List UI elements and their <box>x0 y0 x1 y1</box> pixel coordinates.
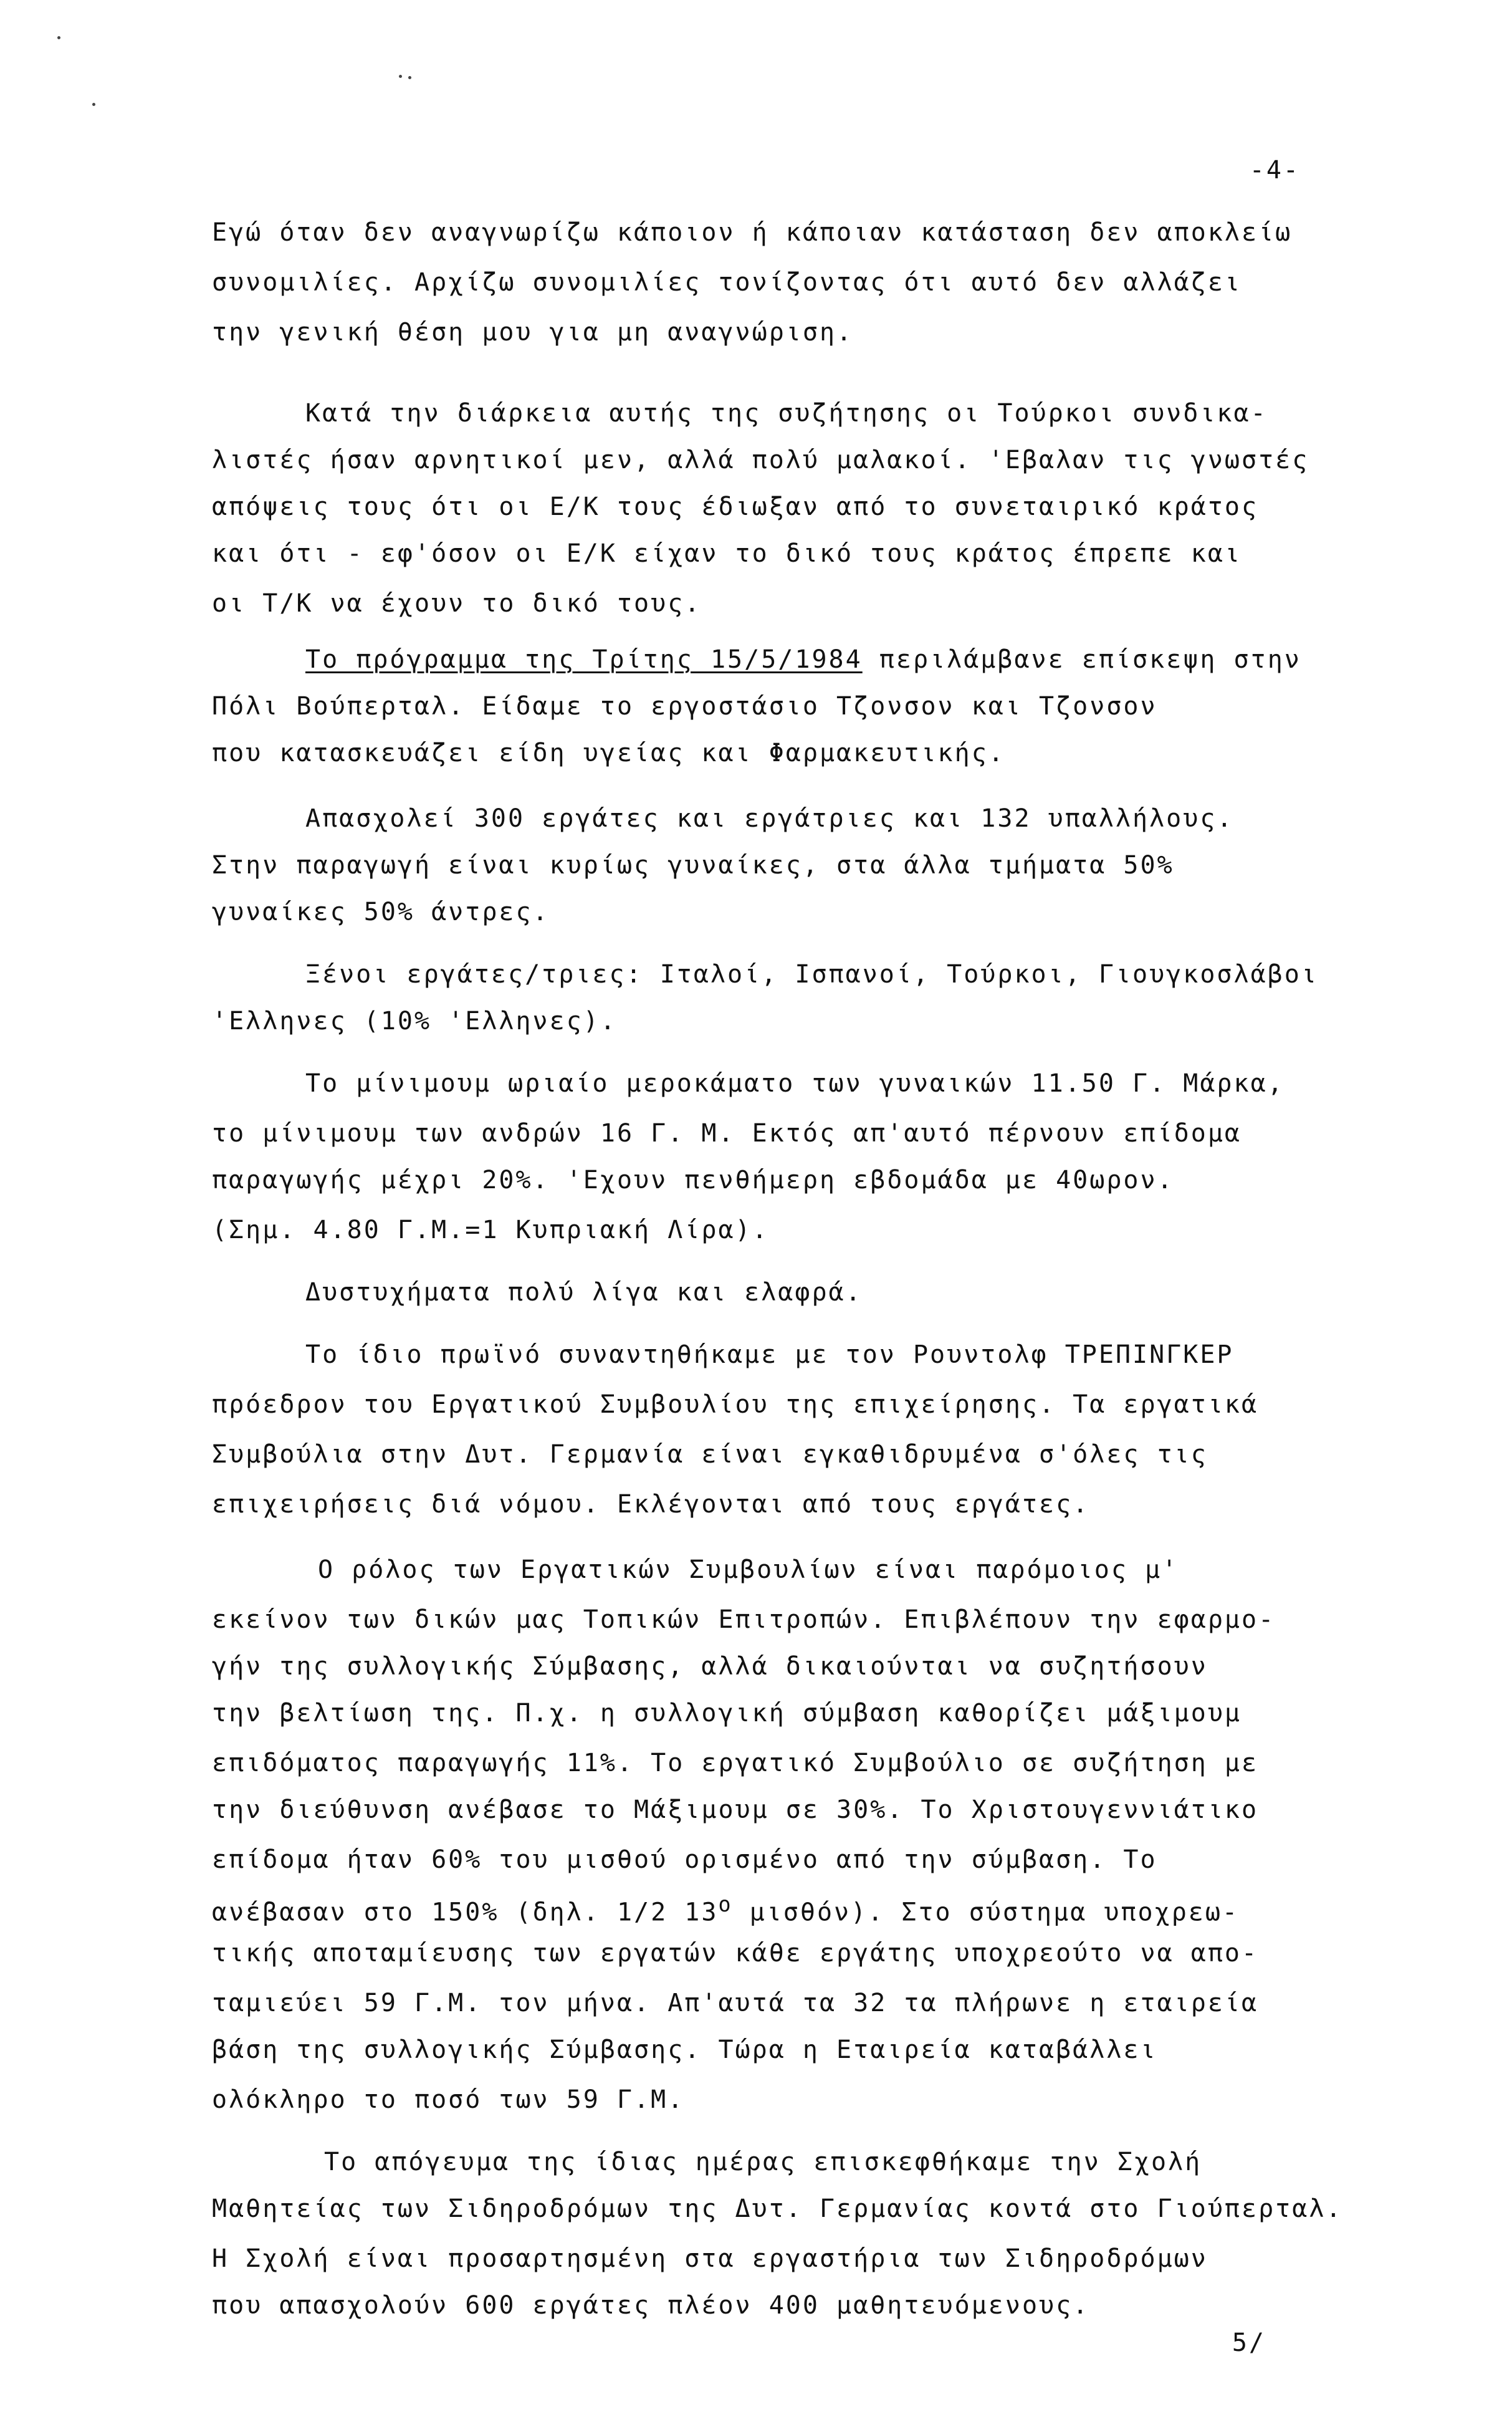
text-line-part: /2 13 <box>634 1898 719 1927</box>
text-line: το μίνιμουμ των ανδρών 16 Γ. Μ. Εκτός απ'αυτό πέρνουν επίδομα <box>212 1119 1242 1148</box>
text-line: Ο ρόλος των Εργατικών Συμβουλίων είναι παρόμοιος μ' <box>318 1555 1179 1584</box>
text-line <box>305 645 1301 674</box>
program-date-heading: Το πρόγραμμα της Τρίτης 15/5/1984 <box>305 645 863 674</box>
text-line: επιχειρήσεις διά νόμου. Εκλέγονται από τους εργάτες. <box>212 1490 1090 1519</box>
text-line: Δυστυχήματα πολύ λίγα και ελαφρά. <box>305 1278 863 1307</box>
scan-speck <box>92 103 95 106</box>
text-line: που απασχολούν 600 εργάτες πλέον 400 μαθητευόμενους. <box>212 2291 1090 2320</box>
text-line: πρόεδρον του Εργατικού Συμβουλίου της επιχείρησης. Τα εργατικά <box>212 1390 1259 1419</box>
text-line: Στην παραγωγή είναι κυρίως γυναίκες, στα άλλα τμήματα 50% <box>212 851 1174 880</box>
text-line: Το ίδιο πρωϊνό συναντηθήκαμε με τον Ρουντολφ ΤΡΕΠΙΝΓΚΕΡ <box>305 1340 1234 1369</box>
text-line: και ότι - εφ'όσον οι Ε/Κ είχαν το δικό τους κράτος έπρεπε και <box>212 539 1242 568</box>
text-line: Απασχολεί 300 εργάτες και εργάτριες και 132 υπαλλήλους. <box>305 804 1234 833</box>
text-line: επιδόματος παραγωγής 11%. Το εργατικό Συμβούλιο σε συζήτηση με <box>212 1749 1259 1777</box>
scan-speck <box>57 36 60 39</box>
text-line: Πόλι Βούπερταλ. Είδαμε το εργοστάσιο Τζονσον και Τζονσον <box>212 692 1157 721</box>
text-line: απόψεις τους ότι οι Ε/Κ τους έδιωξαν από το συνεταιρικό κράτος <box>212 493 1259 521</box>
text-line: γήν της συλλογικής Σύμβασης, αλλά δικαιούνται να συζητήσουν <box>212 1652 1208 1681</box>
text-line-rest: περιλάμβανε επίσκεψη στην <box>862 645 1301 674</box>
page-number: -4- <box>1249 156 1300 185</box>
text-line: που κατασκευάζει είδη υγείας και Φαρμακευτικής. <box>212 739 1005 767</box>
text-line-part: ανέβασαν στο 150% (δηλ. 1 <box>212 1898 634 1927</box>
text-line: γυναίκες 50% άντρες. <box>212 898 550 926</box>
text-line: 'Ελληνες (10% 'Ελληνες). <box>212 1007 617 1036</box>
text-line: οι Τ/Κ να έχουν το δικό τους. <box>212 589 702 618</box>
text-line: Εγώ όταν δεν αναγνωρίζω κάποιον ή κάποιαν κατάσταση δεν αποκλείω <box>212 218 1293 247</box>
superscript: ο <box>718 1892 733 1916</box>
text-line-rest: μισθόν). Στο σύστημα υποχρεω- <box>732 1898 1240 1927</box>
text-line: Μαθητείας των Σιδηροδρόμων της Δυτ. Γερμανίας κοντά στο Γιούπερταλ. <box>212 2194 1343 2223</box>
text-line: τικής αποταμίευσης των εργατών κάθε εργάτης υποχρεούτο να απο- <box>212 1939 1259 1968</box>
text-line: συνομιλίες. Αρχίζω συνομιλίες τονίζοντας ότι αυτό δεν αλλάζει <box>212 268 1242 297</box>
text-line: την διεύθυνση ανέβασε το Μάξιμουμ σε 30%. Το Χριστουγεννιάτικο <box>212 1795 1259 1824</box>
text-line: Ξένοι εργάτες/τριες: Ιταλοί, Ισπανοί, Τούρκοι, Γιουγκοσλάβοι <box>305 960 1318 989</box>
text-line: Κατά την διάρκεια αυτής της συζήτησης οι Τούρκοι συνδικα- <box>305 399 1268 428</box>
text-line: την γενική θέση μου για μη αναγνώριση. <box>212 318 854 347</box>
text-line <box>212 1892 1239 1926</box>
text-line: (Σημ. 4.80 Γ.Μ.=1 Κυπριακή Λίρα). <box>212 1216 769 1244</box>
text-line: Συμβούλια στην Δυτ. Γερμανία είναι εγκαθιδρυμένα σ'όλες τις <box>212 1440 1208 1469</box>
text-line: ολόκληρο το ποσό των 59 Γ.Μ. <box>212 2085 685 2114</box>
scan-speck <box>408 76 411 79</box>
text-line: βάση της συλλογικής Σύμβασης. Τώρα η Εταιρεία καταβάλλει <box>212 2035 1157 2064</box>
text-line: εκείνον των δικών μας Τοπικών Επιτροπών. Επιβλέπουν την εφαρμο- <box>212 1605 1276 1634</box>
text-line: λιστές ήσαν αρνητικοί μεν, αλλά πολύ μαλακοί. 'Εβαλαν τις γνωστές <box>212 446 1309 474</box>
text-line: Το μίνιμουμ ωριαίο μεροκάματο των γυναικών 11.50 Γ. Μάρκα, <box>305 1069 1285 1098</box>
text-line: παραγωγής μέχρι 20%. 'Εχουν πενθήμερη εβδομάδα με 40ωρον. <box>212 1166 1174 1194</box>
text-line: Το απόγευμα της ίδιας ημέρας επισκεφθήκαμε την Σχολή <box>324 2148 1202 2176</box>
text-line: την βελτίωση της. Π.χ. η συλλογική σύμβαση καθορίζει μάξιμουμ <box>212 1699 1242 1728</box>
scan-speck <box>399 75 402 78</box>
continuation-marker: 5/ <box>1232 2328 1266 2357</box>
text-line: ταμιεύει 59 Γ.Μ. τον μήνα. Απ'αυτά τα 32 τα πλήρωνε η εταιρεία <box>212 1989 1259 2017</box>
text-line: Η Σχολή είναι προσαρτησμένη στα εργαστήρια των Σιδηροδρόμων <box>212 2244 1208 2273</box>
text-line: επίδομα ήταν 60% του μισθού ορισμένο από την σύμβαση. Το <box>212 1845 1157 1874</box>
